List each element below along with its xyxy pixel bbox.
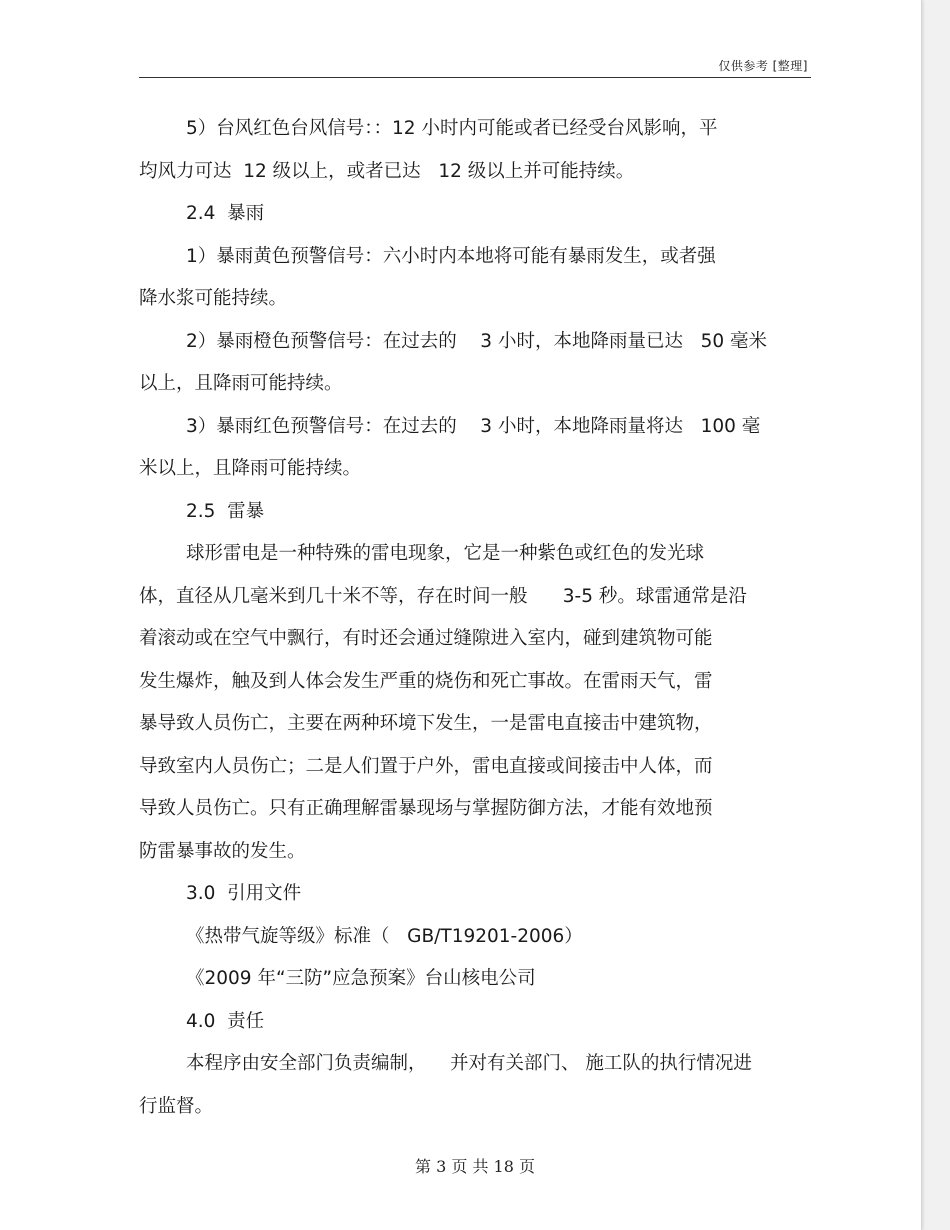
text-line: 发生爆炸，触及到人体会发生严重的烧伤和死亡事故。在雷雨天气，雷 [139,670,713,692]
text-line: 3）暴雨红色预警信号：在过去的 3 小时，本地降雨量将达 100 毫 [186,415,761,437]
text-line: 降水浆可能持续。 [139,288,288,309]
text-line: 导致人员伤亡。只有正确理解雷暴现场与掌握防御方法，才能有效地预 [139,798,713,819]
text-line: 1）暴雨黄色预警信号：六小时内本地将可能有暴雨发生，或者强 [186,245,716,267]
text-line: 米以上，且降雨可能持续。 [139,458,362,479]
text-line: 《热带气旋等级》标准（ GB/T19201-2006） [186,925,583,947]
text-line: 暴导致人员伤亡，主要在两种环境下发生，一是雷电直接击中建筑物， [139,713,713,734]
text-line: 3.0 引用文件 [186,883,302,904]
text-line: 球形雷电是一种特殊的雷电现象，它是一种紫色或红色的发光球 [186,543,705,564]
text-line: 5）台风红色台风信号：：12 小时内可能或者已经受台风影响，平 [186,118,718,139]
text-line: 4.0 责任 [186,1010,265,1032]
text-line: 本程序由安全部门负责编制， 并对有关部门、 施工队的执行情况进 [186,1053,752,1074]
document-body [139,110,814,1130]
page-footer: 第 3 页 共 18 页 [415,1157,535,1176]
text-line: 导致室内人员伤亡；二是人们置于户外，雷电直接或间接击中人体，而 [139,755,713,777]
text-line: 行监督。 [139,1095,214,1117]
header-label: 仅供参考 [整理] [718,59,808,73]
text-line: 2）暴雨橙色预警信号：在过去的 3 小时，本地降雨量已达 50 毫米 [186,330,768,352]
text-line: 2.4 暴雨 [186,203,265,224]
text-line: 2.5 雷暴 [186,500,265,522]
text-line: 均风力可达 12 级以上，或者已达 12 级以上并可能持续。 [139,160,635,182]
text-line: 着滚动或在空气中飘行，有时还会通过缝隙进入室内，碰到建筑物可能 [139,628,713,649]
header-divider [139,77,811,78]
text-line: 以上，且降雨可能持续。 [139,373,343,394]
text-line: 防雷暴事故的发生。 [139,840,306,862]
text-line: 《2009 年“三防”应急预案》台山核电公司 [186,968,536,989]
text-line: 体，直径从几毫米到几十米不等，存在时间一般 3-5 秒。球雷通常是沿 [139,585,747,607]
